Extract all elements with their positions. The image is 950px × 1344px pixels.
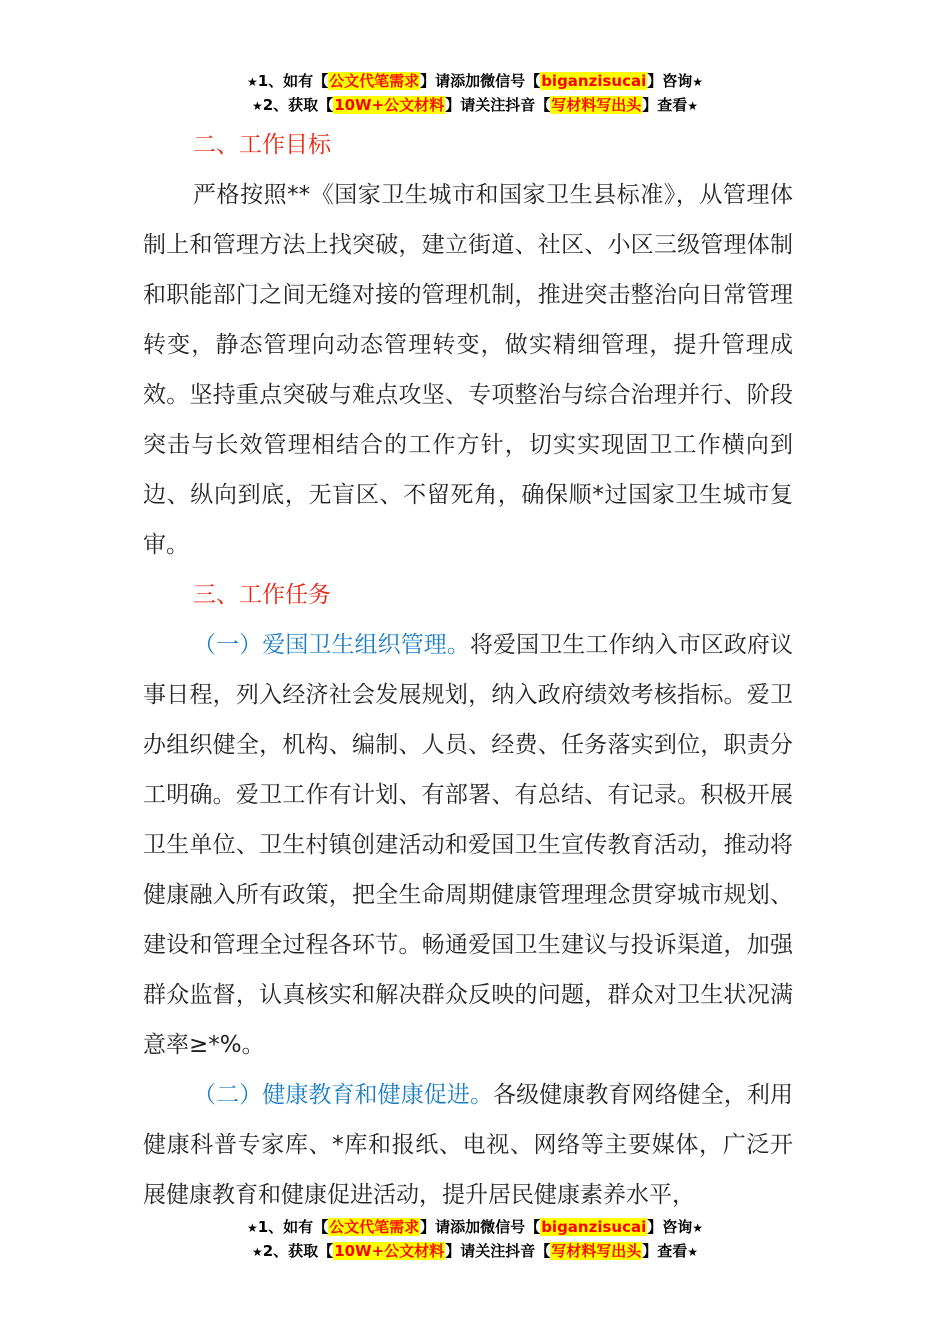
- highlight-wechat-id: biganzisucai: [541, 72, 647, 90]
- star-icon: ★: [251, 1245, 263, 1259]
- banner-line-1: [0, 70, 950, 94]
- header-banner: [0, 70, 950, 118]
- section-heading-tasks: 三、工作任务: [193, 582, 331, 608]
- banner-text: 】请添加微信号【: [420, 72, 541, 90]
- subheading-task-1: （一）爱国卫生组织管理。: [193, 632, 470, 658]
- highlight-materials: 10W+公文材料: [334, 96, 445, 114]
- banner-text: 1、如有【: [257, 72, 329, 90]
- banner-line-1: [0, 1216, 950, 1240]
- banner-text: 】查看: [642, 1242, 688, 1260]
- highlight-service: 公文代笔需求: [329, 1218, 420, 1236]
- banner-text: 】咨询: [647, 1218, 693, 1236]
- subheading-task-2: （二）健康教育和健康促进。: [193, 1082, 494, 1108]
- paragraph-task-2: [143, 1070, 793, 1220]
- banner-line-2: [0, 94, 950, 118]
- banner-text: 2、获取【: [262, 1242, 334, 1260]
- banner-text: 】咨询: [647, 72, 693, 90]
- banner-text: 】请关注抖音【: [445, 96, 551, 114]
- star-icon: ★: [692, 1221, 704, 1235]
- star-icon: ★: [687, 1245, 698, 1259]
- document-body: [143, 120, 793, 1220]
- paragraph-task-1: [143, 620, 793, 1070]
- footer-banner: [0, 1216, 950, 1264]
- star-icon: ★: [692, 75, 704, 89]
- banner-text: 】请添加微信号【: [420, 1218, 541, 1236]
- highlight-materials: 10W+公文材料: [334, 1242, 445, 1260]
- task-1-body: 将爱国卫生工作纳入市区政府议事日程，列入经济社会发展规划，纳入政府绩效考核指标。爱卫办组织健全，机构、编制、人员、经费、任务落实到位，职责分工明确。爱卫工作有计划、有部署、有总结、有记录。积极开展卫生单位、卫生村镇创建活动和爱国卫生宣传教育活动，推动将健康融入所有政策，把全生命周期健康管理理念贯穿城市规划、建设和管理全过程各环节。畅通爱国卫生建议与投诉渠道，加强群众监督，认真核实和解决群众反映的问题，群众对卫生状况满意率≥*%。: [143, 632, 794, 1058]
- banner-text: 1、如有【: [257, 1218, 329, 1236]
- banner-text: 】查看: [642, 96, 688, 114]
- banner-line-2: [0, 1240, 950, 1264]
- banner-text: 2、获取【: [262, 96, 334, 114]
- star-icon: ★: [251, 99, 263, 113]
- star-icon: ★: [246, 1221, 258, 1235]
- section-heading-goals: 二、工作目标: [193, 132, 331, 158]
- paragraph-goals: 严格按照**《国家卫生城市和国家卫生县标准》，从管理体制上和管理方法上找突破，建立街道、社区、小区三级管理体制和职能部门之间无缝对接的管理机制，推进突击整治向日常管理转变，静态管理向动态管理转变，做实精细管理，提升管理成效。坚持重点突破与难点攻坚、专项整治与综合治理并行、阶段突击与长效管理相结合的工作方针，切实实现固卫工作横向到边、纵向到底，无盲区、不留死角，确保顺*过国家卫生城市复审。: [143, 182, 793, 558]
- highlight-douyin: 写材料写出头: [551, 96, 642, 114]
- star-icon: ★: [687, 99, 698, 113]
- highlight-service: 公文代笔需求: [329, 72, 420, 90]
- task-2-body: 各级健康教育网络健全，利用健康科普专家库、*库和报纸、电视、网络等主要媒体，广泛开展健康教育和健康促进活动，提升居民健康素养水平，: [143, 1082, 794, 1208]
- star-icon: ★: [246, 75, 258, 89]
- highlight-wechat-id: biganzisucai: [541, 1218, 647, 1236]
- highlight-douyin: 写材料写出头: [551, 1242, 642, 1260]
- banner-text: 】请关注抖音【: [445, 1242, 551, 1260]
